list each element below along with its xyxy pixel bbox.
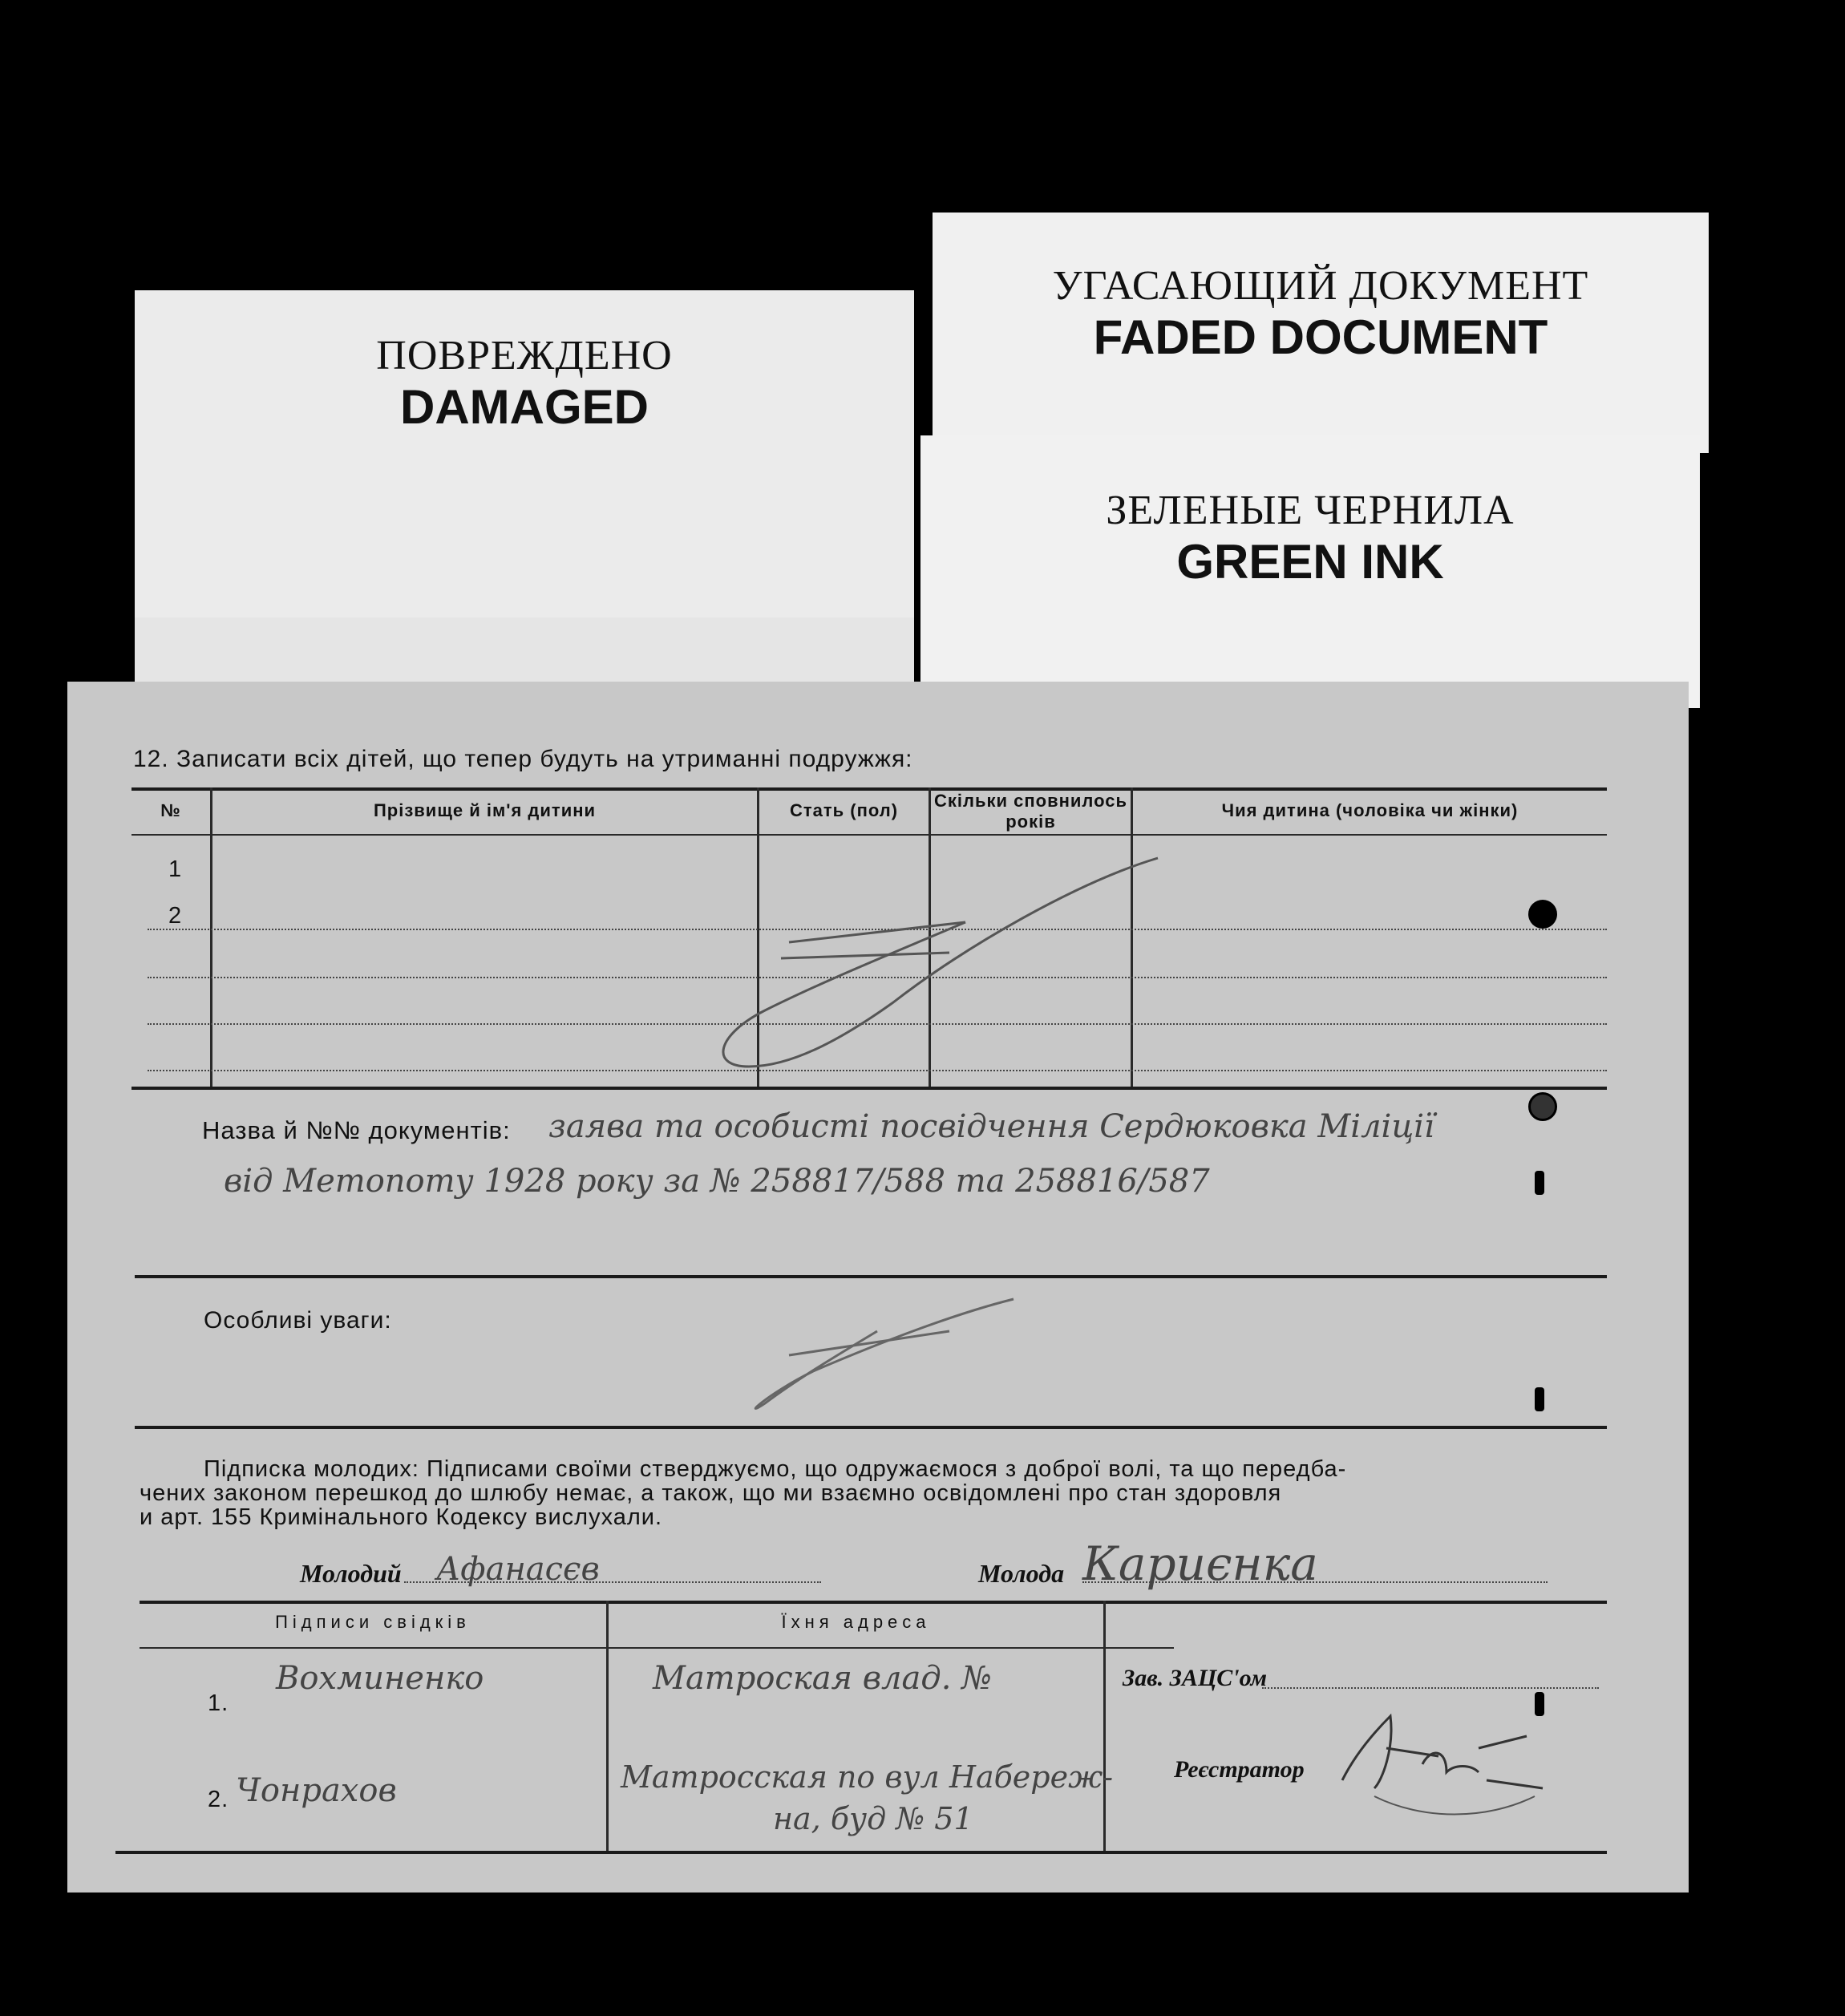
col-sex-header: Стать (пол) (789, 800, 899, 820)
punch-hole (1528, 900, 1557, 929)
punch-hole (1535, 1387, 1544, 1411)
head-of-registry-label: Зав. ЗАЦС'ом (1123, 1665, 1268, 1691)
witness-2-signature: Чонрахов (236, 1772, 397, 1809)
green-ink-card (920, 435, 1700, 708)
witness-signatures-header: Підписи свідків (275, 1612, 471, 1632)
groom-label: Молодий (300, 1559, 402, 1588)
witness-2-address-line-2: на, буд № 51 (773, 1801, 973, 1836)
bride-label: Молода (978, 1559, 1065, 1588)
documents-handwriting-1: заява та особисті посвідчення Сердюковка Міліції (548, 1108, 1434, 1145)
documents-handwriting-2: від Метопоту 1928 року за № 258817/588 та 258816/587 (224, 1163, 1210, 1200)
damaged-card (135, 290, 914, 707)
row-number-2: 2 (168, 903, 183, 929)
address-header: Їхня адреса (781, 1612, 931, 1632)
section-12-heading: 12. Записати всіх дітей, що тепер будуть на утриманні подружжя: (133, 746, 913, 772)
row-number-1: 1 (168, 856, 183, 882)
remarks-strike-scribble (693, 1283, 1030, 1427)
col-whose-header: Чия дитина (чоловіка чи жінки) (1221, 800, 1519, 820)
bride-signature: Кариєнка (1082, 1536, 1318, 1591)
witness-number-2: 2. (208, 1787, 229, 1812)
punch-hole (1535, 1171, 1544, 1195)
registration-form (67, 682, 1689, 1893)
faded-ru-label: УГАСАЮЩИЙ ДОКУМЕНТ (1052, 263, 1589, 309)
remarks-label: Особливі уваги: (204, 1307, 392, 1334)
documents-label: Назва й №№ документів: (202, 1116, 511, 1144)
green-en-label: GREEN INK (1176, 535, 1444, 589)
witness-2-address-line-1: Матросская по вул Набереж- (621, 1759, 1114, 1795)
witness-1-signature: Вохминенко (276, 1660, 484, 1697)
col-number-header: № (160, 800, 181, 820)
green-ru-label: ЗЕЛЕНЫЕ ЧЕРНИЛА (1106, 488, 1515, 533)
faded-card (933, 213, 1709, 453)
col-age-header: Скільки сповнилось років (933, 791, 1128, 832)
strike-scribble (629, 850, 1190, 1091)
damaged-en-label: DAMAGED (400, 380, 649, 434)
faded-en-label: FADED DOCUMENT (1093, 310, 1548, 364)
registrar-signature (1326, 1700, 1567, 1828)
registrar-label: Реєстратор (1174, 1756, 1305, 1783)
pledge-line-2: чених законом перешкод до шлюбу немає, а також, що ми взаємно освідомлені про стан здоровля (140, 1480, 1282, 1506)
pledge-line-1: Підписка молодих: Підписами своїми стверджуємо, що одружаємося з доброї волі, та що передба- (204, 1456, 1347, 1482)
punch-hole (1535, 1692, 1544, 1716)
punch-hole (1528, 1092, 1557, 1121)
groom-signature: Афанасєв (436, 1551, 600, 1588)
witness-number-1: 1. (208, 1690, 229, 1716)
witness-1-address: Матроская влад. № (653, 1660, 992, 1697)
col-name-header: Прізвище й ім'я дитини (373, 800, 597, 820)
damaged-ru-label: ПОВРЕЖДЕНО (376, 333, 673, 379)
pledge-line-3: и арт. 155 Кримінального Кодексу вислухали. (140, 1504, 663, 1530)
